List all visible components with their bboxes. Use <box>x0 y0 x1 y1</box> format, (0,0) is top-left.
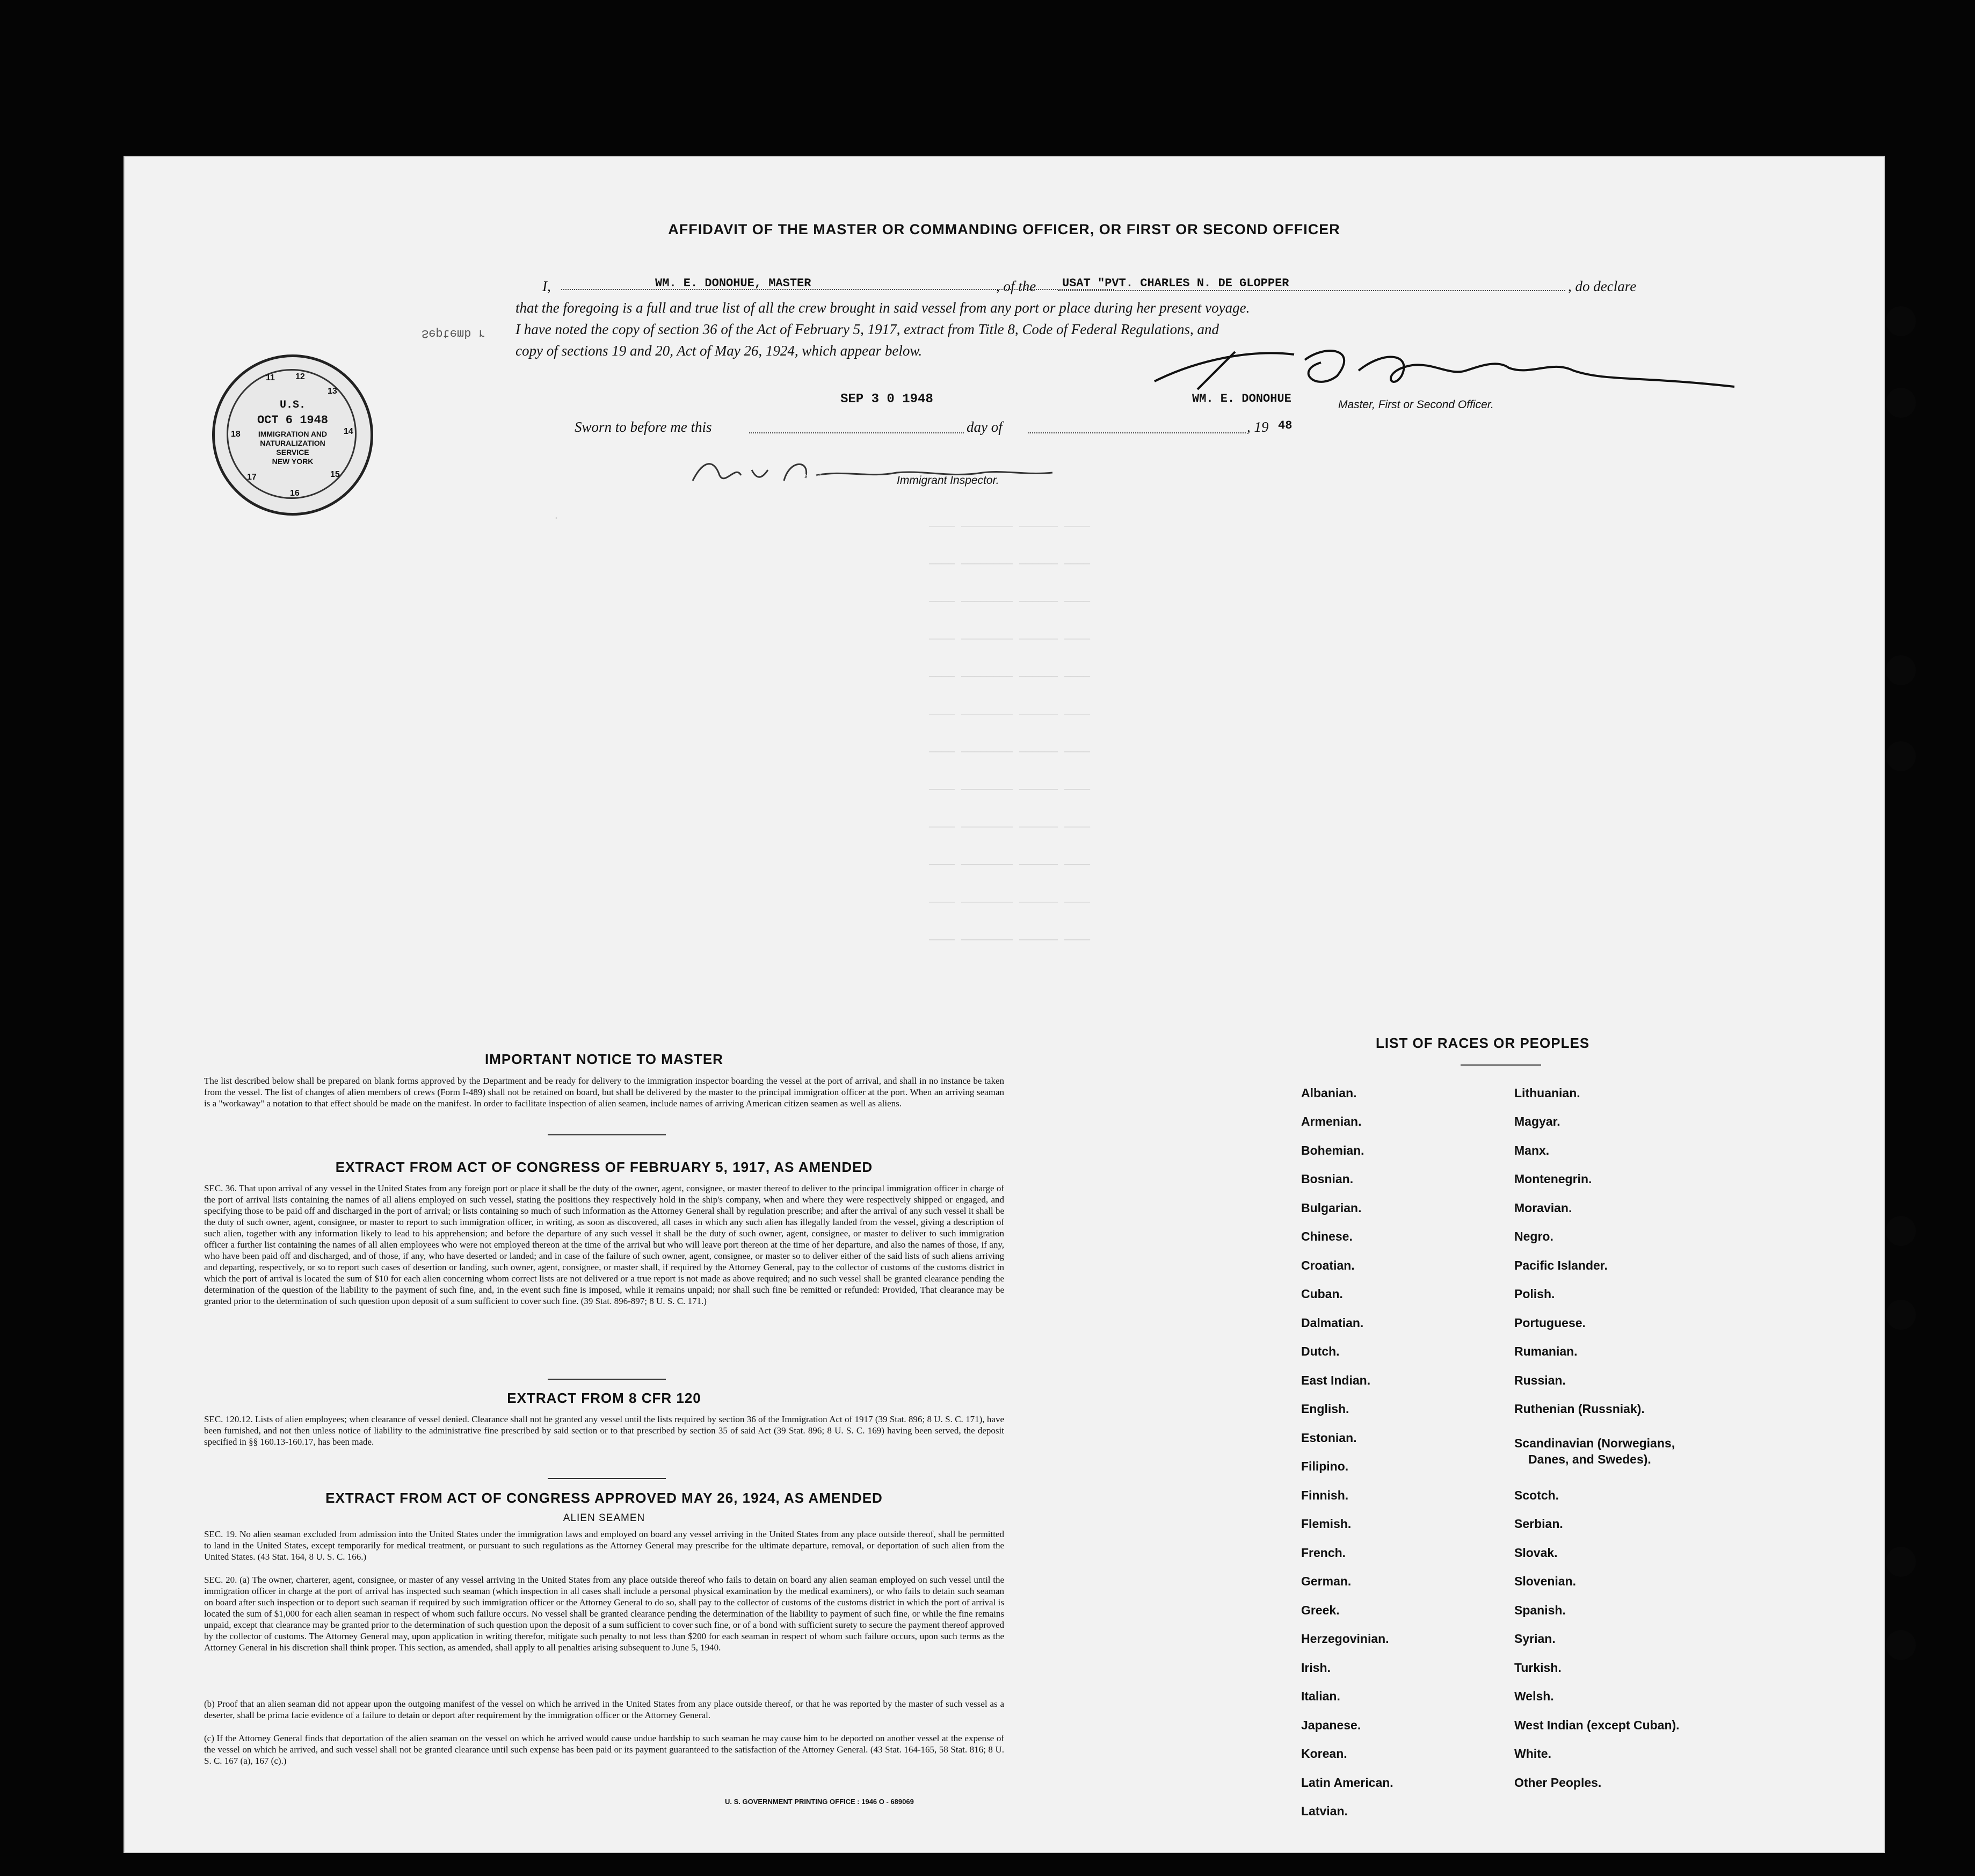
seal-number: 11 <box>266 373 275 382</box>
seal-number: 14 <box>344 427 353 436</box>
seal-top-text: U.S. <box>279 399 306 411</box>
race-item: Albanian. <box>1301 1086 1357 1100</box>
race-item: German. <box>1301 1574 1352 1588</box>
extract-1924-sec20a: SEC. 20. (a) The owner, charterer, agent, consignee, or master of any vessel arriving in the United States from any place outside thereof who fails to detain on board any alien seaman employed on such vessel until the immigration officer in charge at the port of arrival has inspected such seaman (which inspection in all cases shall include a personal physical examination by the medical examiners), or who fails to detain such seaman on board after such inspection or to deport such seaman if required by such immigration officer or the Attorney General to do so, shall pay to the collector of customs of the customs district in which the port of arrival is located the sum of $1,000 for each alien seaman in respect of whom such failure occurs. No vessel shall be granted clearance pending the determination of the liability to payment of such fine, or while the fine remains unpaid, except that clearance may be granted prior to the determination of such question upon the deposit of a sum sufficient to cover such fine, or of a bond with sufficient surety to secure the payment thereof approved by the collector of customs. The Attorney General may, upon application in writing therefor, mitigate such penalty to not less than $200 for each seaman in respect of whom such failure occurs, upon such terms as the Attorney General in his discretion shall think proper. This section, as amended, shall apply to all penalties arising subsequent to June 5, 1940. <box>204 1575 1004 1653</box>
race-item: Flemish. <box>1301 1517 1352 1531</box>
race-item: White. <box>1514 1747 1551 1761</box>
seal-lines: IMMIGRATION AND NATURALIZATION SERVICE NEW YORK <box>258 430 328 466</box>
inspector-signature-text: A W Schumacher <box>789 474 826 480</box>
extract-cfr-body: SEC. 120.12. Lists of alien employees; when clearance of vessel denied. Clearance shall not be granted any vessel until the lists required by section 36 of the Immigration Act of 1917 (39 Stat. 896; 8 U. S. C. 171), have been furnished, and not then unless notice of liability to the administrative fine prescribed by said section or to that prescribed by section 35 of said Act (39 Stat. 896; 8 U. S. C. 169) having been served, the deposit specified in §§ 160.13-160.17, has been made. <box>204 1414 1004 1447</box>
immigration-seal <box>212 354 373 516</box>
race-item: Rumanian. <box>1514 1344 1578 1358</box>
master-stamp-name: WM. E. DONOHUE <box>1192 392 1291 405</box>
sworn-day-line <box>749 432 964 433</box>
race-item: Japanese. <box>1301 1718 1361 1732</box>
race-item: Italian. <box>1301 1689 1340 1703</box>
notice-title: IMPORTANT NOTICE TO MASTER <box>485 1051 723 1067</box>
race-item: Ruthenian (Russniak). <box>1514 1402 1645 1416</box>
race-item: Slovenian. <box>1514 1574 1577 1588</box>
race-item: Syrian. <box>1514 1632 1556 1646</box>
punch-hole <box>1886 388 1916 418</box>
punch-hole <box>1886 741 1916 771</box>
affidavit-line-4: copy of sections 19 and 20, Act of May 26, 1924, which appear below. <box>515 343 923 359</box>
race-item: Danes, and Swedes). <box>1528 1452 1651 1466</box>
race-item: Latvian. <box>1301 1804 1348 1818</box>
vessel-name: USAT "PVT. CHARLES N. DE GLOPPER <box>1062 277 1289 290</box>
seal-number: 13 <box>328 387 337 396</box>
punch-hole <box>1886 306 1916 336</box>
extract-1924-sec20b: (b) Proof that an alien seaman did not appear upon the outgoing manifest of the vessel on which he arrived in the United States from any place outside thereof, or that he was reported by the master of such vessel as a deserter, shall be prima facie evidence of a failure to detain or deport after requirement by the immigration officer or the Attorney General. <box>204 1699 1004 1720</box>
race-item: Greek. <box>1301 1603 1340 1617</box>
affidavit-title: AFFIDAVIT OF THE MASTER OR COMMANDING OFFICER, OR FIRST OR SECOND OFFICER <box>668 221 1340 237</box>
race-item: Herzegovinian. <box>1301 1632 1389 1646</box>
day-of-label: day of <box>967 419 1003 435</box>
race-item: Serbian. <box>1514 1517 1563 1531</box>
race-item: Finnish. <box>1301 1488 1349 1502</box>
race-item: Filipino. <box>1301 1459 1349 1473</box>
race-item: Polish. <box>1514 1287 1555 1301</box>
race-item: Spanish. <box>1514 1603 1566 1617</box>
punch-hole <box>1886 1300 1916 1330</box>
race-item: French. <box>1301 1546 1346 1560</box>
seal-number: 16 <box>290 489 300 498</box>
sworn-label: Sworn to before me this <box>575 419 712 435</box>
race-item: Manx. <box>1514 1143 1550 1157</box>
divider <box>548 1379 666 1380</box>
race-item: Magyar. <box>1514 1114 1560 1128</box>
affidavit-line-3: I have noted the copy of section 36 of the Act of February 5, 1917, extract from Title 8, Code of Federal Regulations, and <box>515 321 1219 337</box>
race-item: Bohemian. <box>1301 1143 1364 1157</box>
race-item: Latin American. <box>1301 1776 1393 1790</box>
race-item: Negro. <box>1514 1229 1553 1243</box>
master-name: WM. E. DONOHUE, MASTER <box>655 277 811 290</box>
race-item: West Indian (except Cuban). <box>1514 1718 1680 1732</box>
race-item: Pacific Islander. <box>1514 1258 1608 1272</box>
divider <box>548 1134 666 1135</box>
race-item: Other Peoples. <box>1514 1776 1602 1790</box>
race-item: Scotch. <box>1514 1488 1559 1502</box>
races-title: LIST OF RACES OR PEOPLES <box>1376 1035 1590 1051</box>
year-prefix: , 19 <box>1247 419 1269 435</box>
race-item: Moravian. <box>1514 1201 1572 1215</box>
punch-hole <box>1886 1547 1916 1577</box>
inspector-caption: Immigrant Inspector. <box>897 474 999 487</box>
race-item: Welsh. <box>1514 1689 1554 1703</box>
inspector-signature <box>682 448 1058 491</box>
race-item: Lithuanian. <box>1514 1086 1580 1100</box>
punch-hole <box>1886 1216 1916 1246</box>
race-item: Armenian. <box>1301 1114 1362 1128</box>
race-item: Korean. <box>1301 1747 1347 1761</box>
race-item: East Indian. <box>1301 1373 1371 1387</box>
notice-body: The list described below shall be prepared on blank forms approved by the Department and be ready for delivery to the immigration inspector boarding the vessel at the port of arrival, and shall in no instance be taken from the vessel. The list of changes of alien members of crews (Form I-489) shall not be retained on board, but shall be delivered by the master to the principal immigration officer at the port. When an arriving seaman is a "workaway" a notation to that effect should be made on the manifest. In order to facilitate inspection of alien seamen, include names of arriving American citizen seamen as well as aliens. <box>204 1076 1004 1109</box>
race-item: Montenegrin. <box>1514 1172 1592 1186</box>
affidavit-line-2: that the foregoing is a full and true list of all the crew brought in said vessel from any port or place during her present voyage. <box>515 300 1250 316</box>
race-item: Portuguese. <box>1514 1316 1586 1330</box>
seal-number: 15 <box>330 470 340 479</box>
document-page <box>124 156 1885 1853</box>
affidavit-pronoun: I, <box>542 278 551 294</box>
extract-1917-title: EXTRACT FROM ACT OF CONGRESS OF FEBRUARY 5, 1917, AS AMENDED <box>335 1159 873 1175</box>
race-item: Dutch. <box>1301 1344 1340 1358</box>
race-item: Dalmatian. <box>1301 1316 1364 1330</box>
race-item: Chinese. <box>1301 1229 1353 1243</box>
race-item: Turkish. <box>1514 1661 1562 1675</box>
extract-1924-sec19: SEC. 19. No alien seaman excluded from admission into the United States under the immigration laws and employed on board any vessel arriving in the United States from any place outside thereof, shall be permitted to land in the United States, except temporarily for medical treatment, or pursuant to such regulations as the Attorney General may prescribe for the ultimate departure, removal, or deportation of such alien from the United States. (43 Stat. 164, 8 U. S. C. 166.) <box>204 1529 1004 1562</box>
date-stamp: SEP 3 0 1948 <box>840 392 933 407</box>
race-item: Irish. <box>1301 1661 1331 1675</box>
seal-number: 17 <box>247 473 257 482</box>
printer-imprint: U. S. GOVERNMENT PRINTING OFFICE : 1946 O - 689069 <box>725 1798 914 1806</box>
race-item: Croatian. <box>1301 1258 1355 1272</box>
bleed-through-area: . ──── ──────── ────── ──── ──── ──────── ────── ──── ──── ──────── ────── ──── ──── ──────── ────── ──── ──── ──────── ────── ──── ──── ──────── ────── ──── ──── ──────── ────── ──── ──── ──────── ────── ──── ──── ──────── ────── ──── ──── ──────── ────── ──── ──── ──────── ────── ──── ──── ──────── ────── ──── <box>553 510 1091 947</box>
race-item: Bulgarian. <box>1301 1201 1362 1215</box>
of-the-label: , of the <box>996 278 1036 294</box>
race-item: Cuban. <box>1301 1287 1343 1301</box>
punch-hole <box>1886 655 1916 685</box>
punch-hole <box>1886 1630 1916 1660</box>
extract-1917-body: SEC. 36. That upon arrival of any vessel in the United States from any foreign port or place it shall be the duty of the owner, agent, consignee, or master thereof to deliver to the principal immigration officer in charge of the port of arrival lists containing the names of all aliens employed on such vessel, stating the positions they respectively hold in the ship's company, when and where they were respectively shipped or engaged, and specifying those to be paid off and discharged in the port of arrival; or lists containing so much of such information as the Attorney General shall by regulation prescribe; and after the arrival of any such vessel it shall be the duty of such owner, agent, consignee, or master to report to such immigration officer, in writing, as soon as discovered, all cases in which any such alien has illegally landed from the vessel, giving a description of such alien, together with any information likely to lead to his apprehension; and before the departure of any such vessel it shall be the duty of such owner, agent, consignee, or master to deliver to such immigration officer a further list containing the names of all alien employees who were not employed thereon at the time of the arrival but who will leave port thereon at the time of her departure, and also the names of those, if any, who have been paid off and discharged, and of those, if any, who have deserted or landed; and in case of the failure of such owner, agent, consignee, or master so to deliver either of the said lists of such aliens arriving and departing, respectively, or so to report such cases of desertion or landing, such owner, agent, consignee, or master shall, if required by the Attorney General, pay to the collector of customs of the customs district in which the port of arrival is located the sum of $10 for each alien concerning whom correct lists are not delivered or a true report is not made as above required; and no such vessel shall be granted clearance pending the determination of the question of the liability to the payment of such fine, and, in the event such fine is imposed, while it remains unpaid; nor shall such fine be remitted or refunded: Provided, That clearance may be granted prior to the determination of such question upon deposit of a sum sufficient to cover such fine. (39 Stat. 896-897; 8 U. S. C. 171.) <box>204 1183 1004 1306</box>
year-suffix: 48 <box>1278 419 1293 432</box>
extract-cfr-title: EXTRACT FROM 8 CFR 120 <box>507 1390 701 1406</box>
race-item: English. <box>1301 1402 1349 1416</box>
extract-1924-sec20c: (c) If the Attorney General finds that deportation of the alien seaman on the vessel on which he arrived would cause undue hardship to such seaman he may cause him to be deported on another vessel at the expense of the vessel on which he arrived, and such vessel shall not be granted clearance until such expense has been paid or its payment guaranteed to the satisfaction of the Attorney General. (43 Stat. 164-165, 58 Stat. 816; 8 U. S. C. 167 (a), 167 (c).) <box>204 1733 1004 1766</box>
divider <box>548 1478 666 1479</box>
race-item: Bosnian. <box>1301 1172 1354 1186</box>
master-signature-text: Wm E Donohue <box>1348 374 1382 380</box>
sworn-month-line <box>1028 432 1246 433</box>
seal-number: 12 <box>295 372 305 381</box>
race-item: Estonian. <box>1301 1431 1357 1445</box>
extract-1924-title: EXTRACT FROM ACT OF CONGRESS APPROVED MAY 26, 1924, AS AMENDED <box>325 1490 883 1506</box>
divider <box>1461 1064 1541 1066</box>
extract-1924-subtitle: ALIEN SEAMEN <box>563 1512 645 1524</box>
race-item: Russian. <box>1514 1373 1566 1387</box>
seal-date: OCT 6 1948 <box>257 414 329 427</box>
seal-number: 18 <box>231 430 241 439</box>
race-item: Slovak. <box>1514 1546 1558 1560</box>
race-item: Scandinavian (Norwegians, <box>1514 1436 1675 1450</box>
do-declare-label: , do declare <box>1568 278 1637 294</box>
reverse-margin-text: Septemb r <box>422 327 485 340</box>
master-caption: Master, First or Second Officer. <box>1338 399 1494 411</box>
vessel-line <box>1058 290 1565 291</box>
